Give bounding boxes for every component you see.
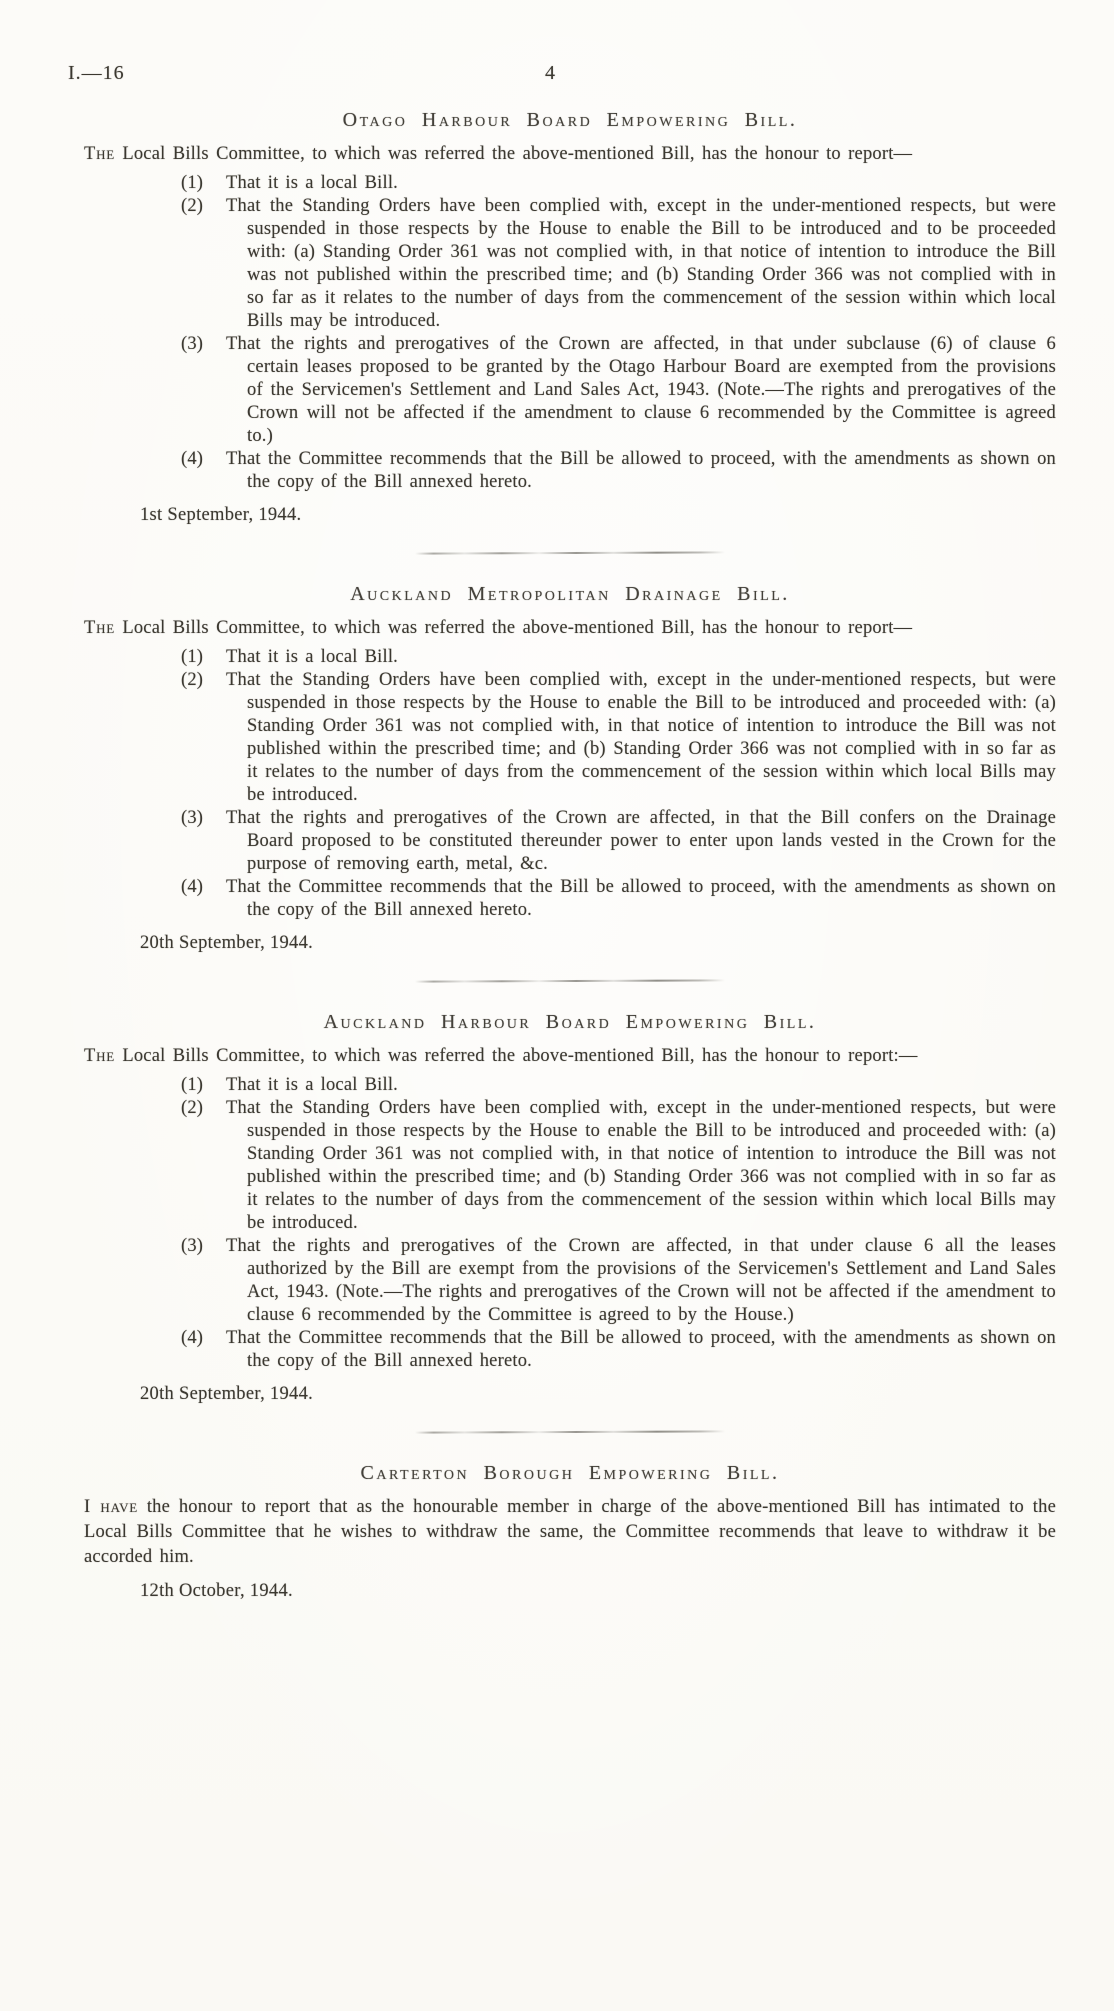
report-item bbox=[181, 172, 1056, 195]
section-intro bbox=[84, 142, 1056, 167]
bill-section-otago-harbour bbox=[84, 108, 1056, 527]
intro-text: Local Bills Committee, to which was referred the above-mentioned Bill, has the honour to report:— bbox=[115, 1046, 918, 1066]
item-text: That the Committee recommends that the Bill be allowed to proceed, with the amendments as shown on the copy of the Bill annexed hereto. bbox=[226, 877, 1056, 920]
item-text: That the Committee recommends that the Bill be allowed to proceed, with the amendments as shown on the copy of the Bill annexed hereto. bbox=[226, 449, 1056, 492]
item-marker: (4) bbox=[181, 1328, 204, 1348]
report-item bbox=[181, 876, 1056, 922]
report-items bbox=[84, 1074, 1056, 1373]
report-items bbox=[84, 646, 1056, 922]
report-item bbox=[181, 1235, 1056, 1327]
item-marker: (3) bbox=[181, 334, 204, 354]
intro-lead: The bbox=[84, 144, 116, 164]
item-text: That the Standing Orders have been complied with, except in the under-mentioned respects, but were suspended in those respects by the House to enable the Bill to be introduced and proceeded with: (a) Standing Order 361 was not complied with, in that notice of intention to introduce the Bill was not published within the prescribed time; and (b) Standing Order 366 was not complied with in so far as it relates to the number of days from the commencement of the session within which local Bills may be introduced. bbox=[226, 1098, 1056, 1233]
report-item bbox=[181, 669, 1056, 807]
item-text: That the rights and prerogatives of the Crown are affected, in that under subclause (6) of clause 6 certain leases proposed to be granted by the Otago Harbour Board are exempted from the provisions of the Servicemen's Settlement and Land Sales Act, 1943. (Note.—The rights and prerogatives of the Crown will not be affected if the amendment to clause 6 recommended by the Committee is agreed to.) bbox=[226, 334, 1056, 446]
intro-text: the honour to report that as the honourable member in charge of the above-mentioned Bill has intimated to the Local Bills Committee that he wishes to withdraw the same, the Committee recommends that leave to withdraw it be accorded him. bbox=[84, 1497, 1057, 1567]
section-intro bbox=[84, 1495, 1056, 1570]
item-marker: (4) bbox=[181, 877, 204, 897]
section-intro bbox=[84, 616, 1056, 641]
report-item bbox=[181, 646, 1056, 669]
item-text: That the Standing Orders have been complied with, except in the under-mentioned respects, but were suspended in those respects by the House to enable the Bill to be introduced and proceeded with: (a) Standing Order 361 was not complied with, in that notice of intention to introduce the Bill was not published within the prescribed time; and (b) Standing Order 366 was not complied with in so far as it relates to the number of days from the commencement of the session within which local Bills may be introduced. bbox=[226, 670, 1056, 805]
report-item bbox=[181, 1097, 1056, 1235]
item-text: That the Committee recommends that the Bill be allowed to proceed, with the amendments as shown on the copy of the Bill annexed hereto. bbox=[226, 1328, 1056, 1371]
intro-text: Local Bills Committee, to which was referred the above-mentioned Bill, has the honour to report— bbox=[115, 144, 913, 164]
intro-lead: I have bbox=[84, 1497, 139, 1517]
section-divider bbox=[415, 1429, 725, 1433]
bill-section-carterton bbox=[84, 1461, 1056, 1603]
item-marker: (3) bbox=[181, 1236, 204, 1256]
intro-text: Local Bills Committee, to which was referred the above-mentioned Bill, has the honour to report— bbox=[115, 618, 913, 638]
section-intro bbox=[84, 1044, 1056, 1069]
section-divider bbox=[415, 550, 725, 554]
page-number: 4 bbox=[545, 62, 555, 84]
item-marker: (4) bbox=[181, 449, 204, 469]
item-text: That the rights and prerogatives of the Crown are affected, in that the Bill confers on the Drainage Board proposed to be constituted thereunder power to enter upon lands vested in the Crown for the purpose of removing earth, metal, &c. bbox=[226, 808, 1056, 874]
report-date: 20th September, 1944. bbox=[140, 1384, 314, 1404]
report-date: 12th October, 1944. bbox=[140, 1581, 293, 1601]
report-item bbox=[181, 195, 1056, 333]
section-title: Carterton Borough Empowering Bill. bbox=[360, 1462, 780, 1484]
bill-section-auckland-harbour bbox=[84, 1010, 1056, 1406]
item-marker: (2) bbox=[181, 196, 204, 216]
item-marker: (2) bbox=[181, 1098, 204, 1118]
report-item bbox=[181, 1074, 1056, 1097]
report-item bbox=[181, 1327, 1056, 1373]
item-marker: (1) bbox=[181, 1075, 204, 1095]
item-marker: (2) bbox=[181, 670, 204, 690]
item-text: That it is a local Bill. bbox=[226, 173, 398, 193]
report-items bbox=[84, 172, 1056, 494]
report-item bbox=[181, 333, 1056, 448]
page-header bbox=[68, 62, 1056, 88]
report-date: 20th September, 1944. bbox=[140, 933, 314, 953]
item-text: That the rights and prerogatives of the Crown are affected, in that under clause 6 all the leases authorized by the Bill are exempt from the provisions of the Servicemen's Settlement and Land Sales Act, 1943. (Note.—The rights and prerogatives of the Crown will not be affected if the amendment to clause 6 recommended by the Committee is agreed to by the House.) bbox=[226, 1236, 1056, 1325]
section-title: Otago Harbour Board Empowering Bill. bbox=[342, 109, 798, 131]
report-item bbox=[181, 448, 1056, 494]
report-date: 1st September, 1944. bbox=[140, 505, 302, 525]
item-marker: (1) bbox=[181, 647, 204, 667]
report-item bbox=[181, 807, 1056, 876]
intro-lead: The bbox=[84, 618, 116, 638]
doc-reference: I.—16 bbox=[68, 62, 125, 84]
intro-lead: The bbox=[84, 1046, 116, 1066]
section-title: Auckland Metropolitan Drainage Bill. bbox=[350, 583, 790, 605]
item-text: That the Standing Orders have been complied with, except in the under-mentioned respects, but were suspended in those respects by the House to enable the Bill to be introduced and to be proceeded with: (a) Standing Order 361 was not complied with, in that notice of intention to introduce the Bill was not published within the prescribed time; and (b) Standing Order 366 was not complied with in so far as it relates to the number of days from the commencement of the session within which local Bills may be introduced. bbox=[226, 196, 1056, 331]
item-text: That it is a local Bill. bbox=[226, 1075, 398, 1095]
item-marker: (3) bbox=[181, 808, 204, 828]
section-title: Auckland Harbour Board Empowering Bill. bbox=[323, 1011, 817, 1033]
item-marker: (1) bbox=[181, 173, 204, 193]
section-divider bbox=[415, 978, 725, 982]
item-text: That it is a local Bill. bbox=[226, 647, 398, 667]
bill-section-auckland-drainage bbox=[84, 582, 1056, 955]
